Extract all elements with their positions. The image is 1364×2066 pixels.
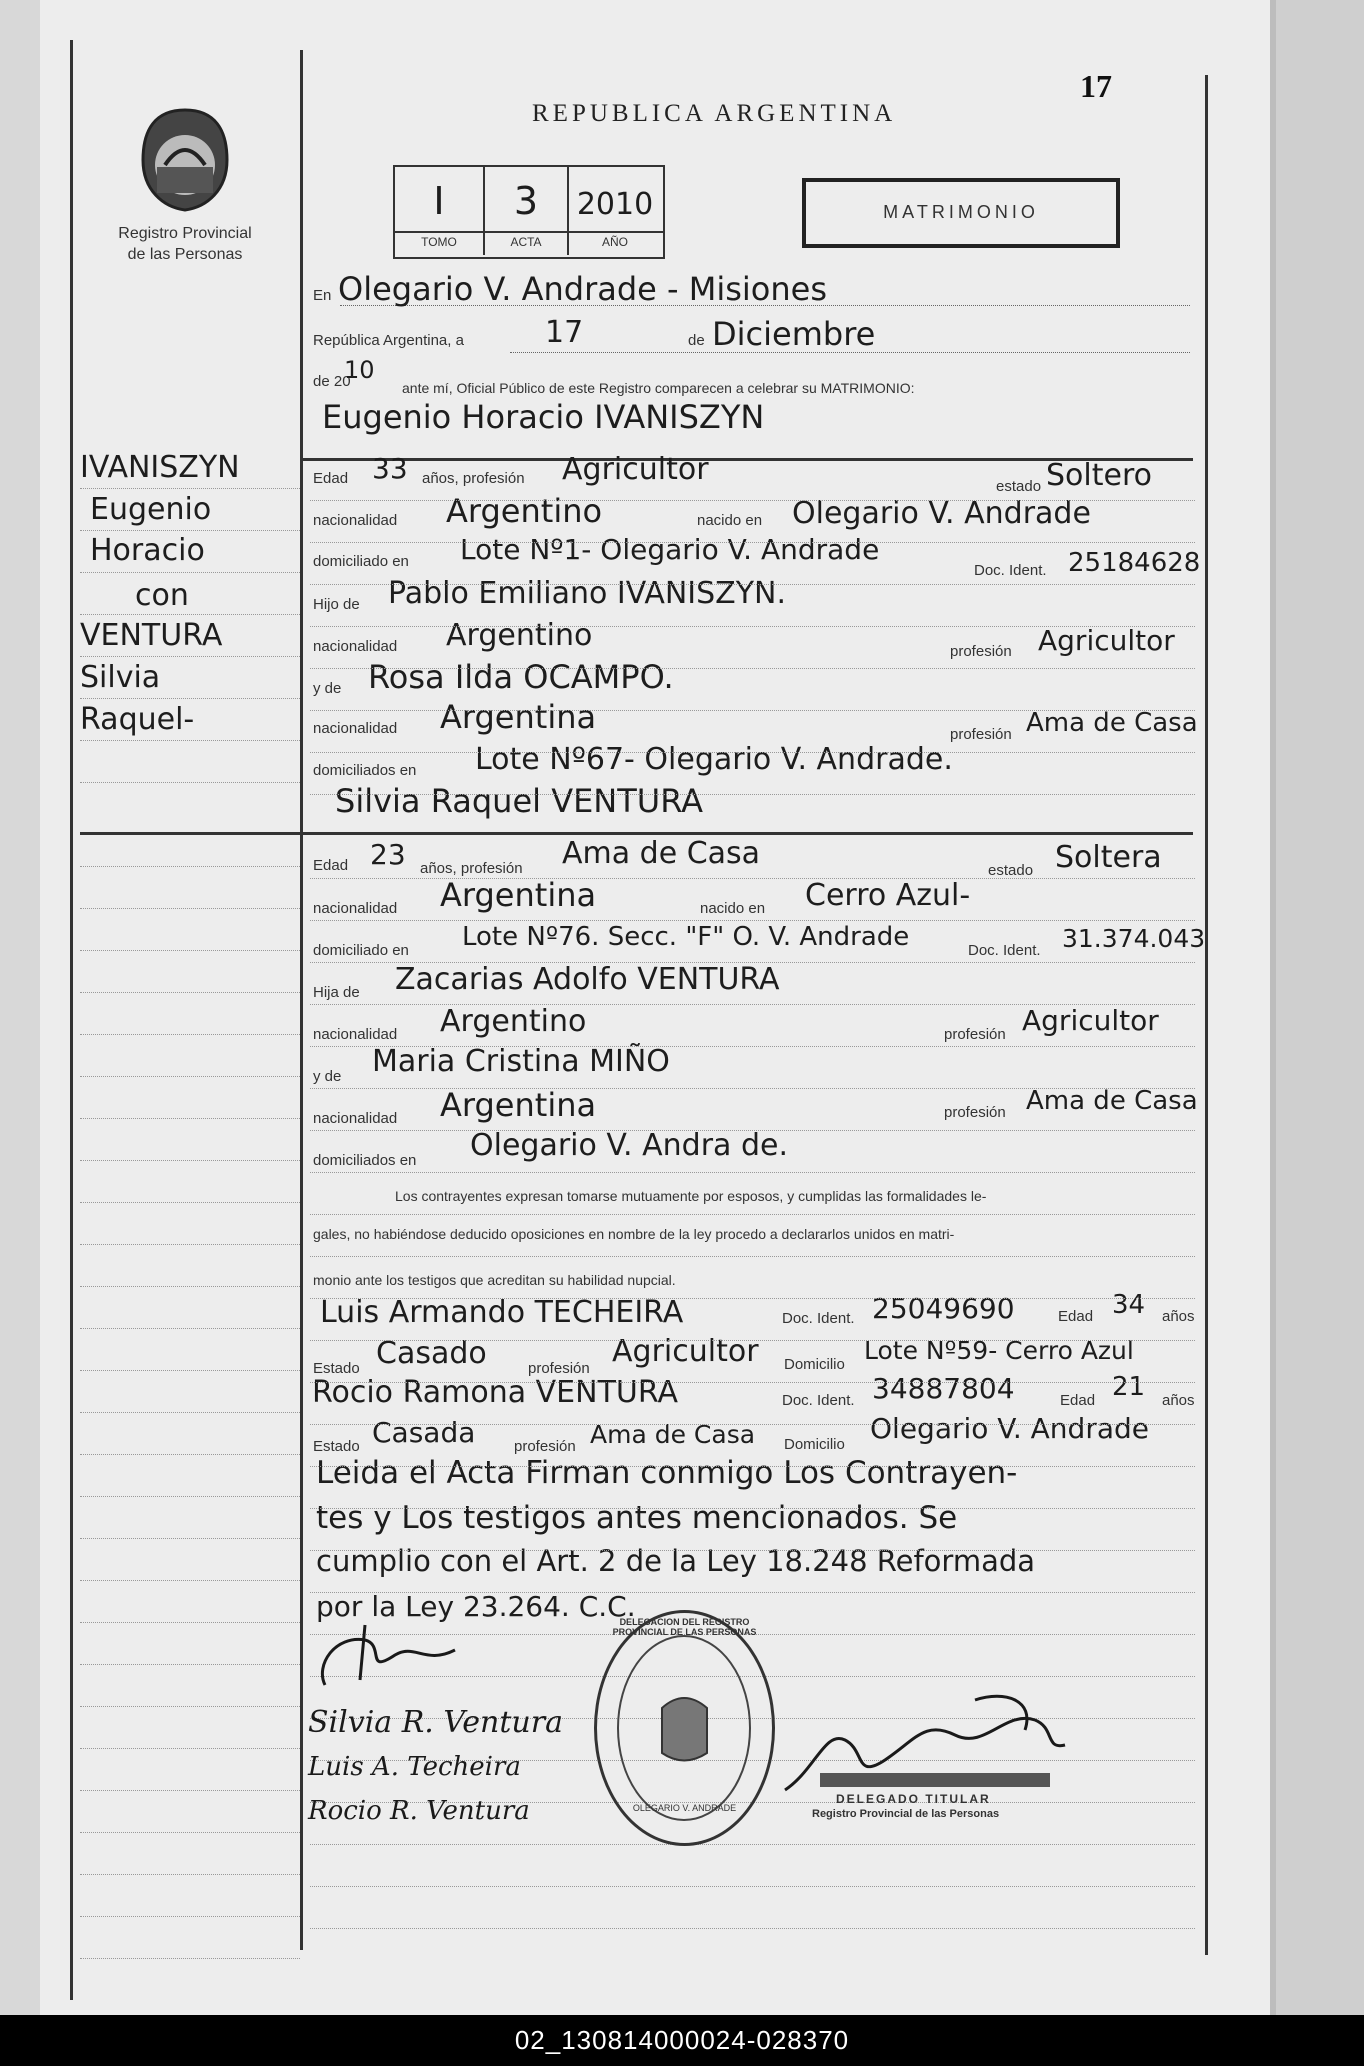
previous-page-edge	[0, 0, 42, 2015]
body-ruled-line	[310, 1256, 1195, 1257]
body-ruled-line	[310, 542, 1195, 543]
body-ruled-line	[310, 668, 1195, 669]
margin-ruled-line	[80, 1118, 300, 1119]
registry-round-seal	[594, 1610, 775, 1846]
official-stamp-registry: Registro Provincial de las Personas	[812, 1808, 1000, 1820]
year-suffix: 10	[344, 356, 375, 384]
bride-section-rule	[300, 832, 1193, 835]
witness2-age-label: Edad	[1060, 1392, 1096, 1409]
right-frame-line	[1205, 75, 1208, 1955]
seal-center-text: OLEGARIO V. ANDRADE	[632, 1803, 737, 1813]
official-stamp-title: DELEGADO TITULAR	[836, 1792, 991, 1806]
witness2-age: 21	[1112, 1372, 1146, 1402]
groom-father-nat: Argentino	[446, 618, 593, 653]
bride-mother-nat: Argentina	[440, 1086, 597, 1124]
witness2-name: Rocio Ramona VENTURA	[312, 1375, 679, 1410]
document-type: MATRIMONIO	[883, 202, 1039, 222]
groom-mother-nat-label: nacionalidad	[313, 720, 398, 737]
witness2-address: Olegario V. Andrade	[870, 1412, 1149, 1445]
witness2-doc: 34887804	[872, 1372, 1015, 1405]
margin-ruled-line	[80, 950, 300, 951]
margin-separator	[80, 832, 300, 835]
margin-ruled-line	[80, 992, 300, 993]
groom-born: Olegario V. Andrade	[792, 496, 1091, 531]
witness1-prof-label: profesión	[528, 1360, 590, 1377]
margin-line-2: Eugenio	[90, 492, 212, 527]
page-title: REPUBLICA ARGENTINA	[532, 100, 897, 127]
ante-mi-text: ante mí, Oficial Público de este Registro comparecen a celebrar su MATRIMONIO:	[402, 380, 915, 396]
body-ruled-line	[310, 584, 1195, 585]
body-ruled-line	[310, 752, 1195, 753]
bride-born-label: nacido en	[700, 900, 766, 917]
bride-father: Zacarias Adolfo VENTURA	[395, 962, 780, 997]
groom-profession-label: años, profesión	[422, 470, 525, 487]
bride-address-label: domiciliado en	[313, 942, 409, 959]
witness2-signature: Rocio R. Ventura	[308, 1796, 530, 1826]
margin-ruled-line	[80, 1580, 300, 1581]
margin-ruled-line	[80, 1160, 300, 1161]
republica-label: República Argentina, a	[313, 332, 464, 349]
groom-address: Lote Nº1- Olegario V. Andrade	[460, 533, 880, 566]
groom-doc: 25184628	[1068, 548, 1201, 578]
witness2-status: Casada	[372, 1416, 476, 1449]
closing-line-1: Leida el Acta Firman conmigo Los Contrayen-	[316, 1455, 1018, 1491]
margin-ruled-line	[80, 488, 300, 489]
body-ruled-line	[310, 1004, 1195, 1005]
groom-mother-prof-label: profesión	[950, 726, 1012, 743]
bride-father-nat-label: nacionalidad	[313, 1026, 398, 1043]
closing-line-3: cumplio con el Art. 2 de la Ley 18.248 Reformada	[316, 1544, 1036, 1578]
groom-parents-address: Lote Nº67- Olegario V. Andrade.	[475, 742, 953, 777]
de20-label: de 20	[313, 373, 351, 390]
body-ruled-line	[310, 500, 1195, 501]
bride-mother-prof-label: profesión	[944, 1104, 1006, 1121]
scan-footer-code: 02_130814000024-028370	[0, 2015, 1364, 2066]
page-number: 17	[1080, 68, 1112, 104]
groom-father-nat-label: nacionalidad	[313, 638, 398, 655]
bride-age: 23	[370, 838, 406, 871]
groom-born-label: nacido en	[697, 512, 763, 529]
witness2-prof-label: profesión	[514, 1438, 576, 1455]
officiant-initial-signature-icon	[305, 1615, 475, 1695]
margin-ruled-line	[80, 1790, 300, 1791]
body-ruled-line	[310, 1508, 1195, 1509]
witness1-signature: Luis A. Techeira	[308, 1752, 521, 1782]
month: Diciembre	[712, 315, 876, 353]
left-frame-line	[70, 40, 73, 2000]
seal-ring-text: DELEGACION DEL REGISTRO PROVINCIAL DE LAS PERSONAS	[612, 1617, 757, 1637]
place: Olegario V. Andrade - Misiones	[338, 270, 828, 308]
bride-status: Soltera	[1055, 840, 1162, 875]
margin-ruled-line	[80, 1328, 300, 1329]
bride-address: Lote Nº76. Secc. "F" O. V. Andrade	[462, 922, 910, 952]
registry-name-line1: Registro Provincial	[118, 225, 252, 242]
de-label: de	[688, 332, 705, 349]
groom-father-label: Hijo de	[313, 596, 360, 613]
margin-ruled-line	[80, 698, 300, 699]
margin-ruled-line	[80, 1664, 300, 1665]
registry-name-line2: de las Personas	[127, 246, 243, 263]
witness1-address: Lote Nº59- Cerro Azul	[864, 1336, 1134, 1365]
groom-father: Pablo Emiliano IVANISZYN.	[388, 576, 787, 611]
witness1-doc: 25049690	[872, 1292, 1015, 1325]
anio-value: 2010	[576, 187, 654, 222]
margin-ruled-line	[80, 782, 300, 783]
closing-line-4: por la Ley 23.264. C.C.	[316, 1590, 636, 1623]
groom-father-prof-label: profesión	[950, 643, 1012, 660]
margin-ruled-line	[80, 1034, 300, 1035]
margin-divider-line	[300, 50, 303, 1950]
body-ruled-line	[310, 1466, 1195, 1467]
witness1-address-label: Domicilio	[784, 1356, 845, 1373]
document-type-box	[802, 178, 1120, 248]
body-ruled-line	[310, 1592, 1195, 1593]
bride-born: Cerro Azul-	[805, 878, 971, 913]
bride-age-label: Edad	[313, 857, 349, 874]
witness2-status-label: Estado	[313, 1438, 360, 1455]
bride-father-prof-label: profesión	[944, 1026, 1006, 1043]
bride-status-label: estado	[988, 862, 1034, 879]
margin-ruled-line	[80, 1538, 300, 1539]
margin-ruled-line	[80, 1370, 300, 1371]
witness2-doc-label: Doc. Ident.	[782, 1392, 855, 1409]
groom-mother-label: y de	[313, 680, 342, 697]
margin-ruled-line	[80, 572, 300, 573]
margin-line-1: IVANISZYN	[80, 450, 240, 485]
bride-parents-address-label: domiciliados en	[313, 1152, 417, 1169]
body-ruled-line	[310, 626, 1195, 627]
margin-ruled-line	[80, 1916, 300, 1917]
margin-ruled-line	[80, 1622, 300, 1623]
margin-ruled-line	[80, 1202, 300, 1203]
margin-line-6: Silvia	[80, 660, 161, 695]
margin-ruled-line	[80, 656, 300, 657]
bride-mother-prof: Ama de Casa	[1026, 1086, 1198, 1116]
witness2-prof: Ama de Casa	[590, 1420, 756, 1449]
body-ruled-line	[310, 1382, 1195, 1383]
bride-father-prof: Agricultor	[1022, 1004, 1159, 1037]
margin-line-4: con	[135, 578, 189, 613]
bride-name: Silvia Raquel VENTURA	[335, 782, 704, 820]
declaration-line-3: monio ante los testigos que acreditan su habilidad nupcial.	[313, 1272, 676, 1288]
margin-ruled-line	[80, 1244, 300, 1245]
witness1-status: Casado	[376, 1336, 487, 1371]
margin-ruled-line	[80, 1874, 300, 1875]
body-ruled-line	[310, 1046, 1195, 1047]
witness2-anos-label: años	[1162, 1392, 1195, 1409]
official-name-stamp-bar	[820, 1773, 1050, 1787]
body-ruled-line	[310, 1172, 1195, 1173]
groom-status: Soltero	[1046, 458, 1152, 493]
day: 17	[545, 315, 584, 350]
body-ruled-line	[310, 1340, 1195, 1341]
body-ruled-line	[310, 878, 1195, 879]
groom-status-label: estado	[996, 478, 1042, 495]
witness1-anos-label: años	[1162, 1308, 1195, 1325]
groom-name: Eugenio Horacio IVANISZYN	[322, 398, 765, 436]
bride-signature: Silvia R. Ventura	[308, 1705, 563, 1740]
body-ruled-line	[310, 1130, 1195, 1131]
margin-ruled-line	[80, 530, 300, 531]
declaration-line-2: gales, no habiéndose deducido oposiciones en nombre de la ley procedo a declararlos unidos en matri-	[313, 1226, 955, 1242]
witness1-age: 34	[1112, 1290, 1146, 1320]
witness1-prof: Agricultor	[612, 1334, 759, 1369]
body-ruled-line	[310, 1550, 1195, 1551]
groom-address-label: domiciliado en	[313, 553, 409, 570]
record-number-box	[393, 165, 665, 259]
witness1-name: Luis Armando TECHEIRA	[320, 1295, 684, 1330]
body-ruled-line	[310, 1214, 1195, 1215]
body-ruled-line	[310, 1298, 1195, 1299]
witness1-status-label: Estado	[313, 1360, 360, 1377]
witness1-doc-label: Doc. Ident.	[782, 1310, 855, 1327]
witness1-age-label: Edad	[1058, 1308, 1094, 1325]
groom-mother: Rosa Ilda OCAMPO.	[368, 658, 674, 696]
bride-nationality: Argentina	[440, 876, 597, 914]
margin-ruled-line	[80, 908, 300, 909]
witness2-address-label: Domicilio	[784, 1436, 845, 1453]
bride-nationality-label: nacionalidad	[313, 900, 398, 917]
bride-parents-address: Olegario V. Andra de.	[470, 1128, 788, 1163]
body-ruled-line	[310, 710, 1195, 711]
body-ruled-line	[310, 1424, 1195, 1425]
bride-mother: Maria Cristina MIÑO	[372, 1044, 670, 1079]
groom-nationality: Argentino	[446, 492, 603, 530]
next-page-edge	[1270, 0, 1364, 2015]
bride-mother-nat-label: nacionalidad	[313, 1110, 398, 1127]
bride-profession: Ama de Casa	[562, 836, 761, 871]
bride-father-label: Hija de	[313, 984, 360, 1001]
body-ruled-line	[310, 920, 1195, 921]
tomo-value: I	[433, 179, 445, 223]
margin-line-7: Raquel-	[80, 702, 195, 737]
groom-parents-address-label: domiciliados en	[313, 762, 417, 779]
body-ruled-line	[310, 1886, 1195, 1887]
tomo-label: TOMO	[421, 235, 457, 249]
margin-ruled-line	[80, 1706, 300, 1707]
body-ruled-line	[310, 1928, 1195, 1929]
body-ruled-line	[310, 1088, 1195, 1089]
margin-ruled-line	[80, 866, 300, 867]
groom-profession: Agricultor	[562, 452, 709, 487]
margin-ruled-line	[80, 614, 300, 615]
declaration-line-1: Los contrayentes expresan tomarse mutuamente por esposos, y cumplidas las formalidades le-	[395, 1188, 987, 1204]
groom-doc-label: Doc. Ident.	[974, 562, 1047, 579]
acta-value: 3	[513, 179, 539, 223]
acta-label: ACTA	[510, 235, 542, 249]
groom-age: 33	[372, 452, 408, 485]
bride-doc-label: Doc. Ident.	[968, 942, 1041, 959]
bride-mother-label: y de	[313, 1068, 342, 1085]
groom-mother-prof: Ama de Casa	[1026, 708, 1198, 738]
margin-ruled-line	[80, 1748, 300, 1749]
margin-ruled-line	[80, 1832, 300, 1833]
margin-ruled-line	[80, 1496, 300, 1497]
groom-nationality-label: nacionalidad	[313, 512, 398, 529]
groom-mother-nat: Argentina	[440, 698, 597, 736]
margin-ruled-line	[80, 1958, 300, 1959]
closing-line-2: tes y Los testigos antes mencionados. Se	[316, 1500, 958, 1536]
anio-label: AÑO	[601, 235, 628, 249]
margin-ruled-line	[80, 740, 300, 741]
body-ruled-line	[310, 1844, 1195, 1845]
body-ruled-line	[310, 794, 1195, 795]
margin-ruled-line	[80, 1076, 300, 1077]
margin-ruled-line	[80, 1412, 300, 1413]
margin-line-3: Horacio	[90, 533, 205, 568]
margin-ruled-line	[80, 1454, 300, 1455]
bride-profession-label: años, profesión	[420, 860, 523, 877]
bride-father-nat: Argentino	[440, 1004, 587, 1039]
body-ruled-line	[310, 962, 1195, 963]
margin-ruled-line	[80, 1286, 300, 1287]
groom-age-label: Edad	[313, 470, 349, 487]
bride-doc: 31.374.043	[1062, 924, 1206, 953]
groom-father-prof: Agricultor	[1038, 624, 1175, 657]
en-label: En	[313, 287, 332, 304]
misiones-coat-of-arms-icon	[135, 105, 235, 215]
margin-line-5: VENTURA	[80, 618, 223, 653]
